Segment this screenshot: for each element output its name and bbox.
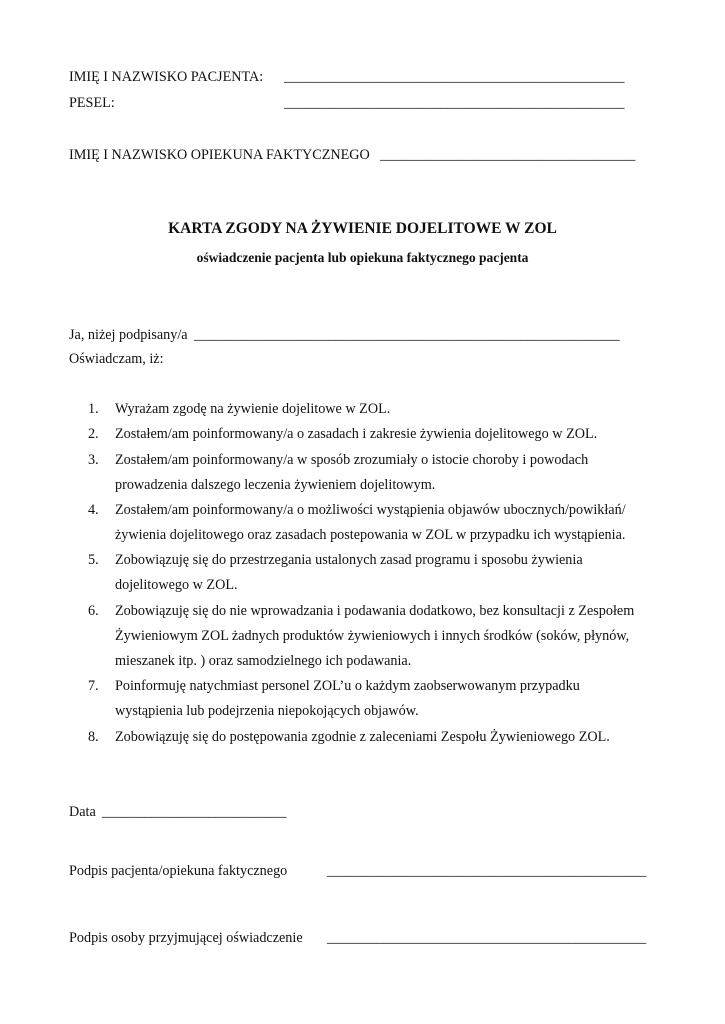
list-item (88, 422, 688, 448)
pesel-label: PESEL: (69, 95, 115, 111)
patient-signature-label: Podpis pacjenta/opiekuna faktycznego (69, 863, 288, 879)
list-item-number: 2. (88, 426, 99, 442)
list-item (88, 498, 688, 549)
list-item (88, 548, 688, 599)
patient-name-field[interactable]: ________________________________________________ (284, 69, 625, 85)
list-item (88, 448, 688, 499)
signer-name-field[interactable]: ____________________________________________________________ (194, 327, 620, 343)
guardian-name-label: IMIĘ I NAZWISKO OPIEKUNA FAKTYCZNEGO (69, 147, 370, 163)
receiver-signature-label: Podpis osoby przyjmującej oświadczenie (69, 930, 303, 946)
patient-name-label: IMIĘ I NAZWISKO PACJENTA: (69, 69, 264, 85)
list-item (88, 725, 688, 751)
list-item-text: Zobowiązuję się do przestrzegania ustalonych zasad programu i sposobu żywienia dojelitowego w ZOL. (115, 552, 583, 594)
receiver-signature-field[interactable]: _____________________________________________ (327, 930, 647, 946)
list-item-text: Zobowiązuję się do nie wprowadzania i podawania dodatkowo, bez konsultacji z Zespołem Żywieniowym ZOL żadnych produktów żywieniowych i innych środków (soków, płynów, mieszanek itp. ) oraz samodzielnego ich podawania. (115, 603, 635, 670)
list-item (88, 674, 688, 725)
list-item-text: Zostałem/am poinformowany/a w sposób zrozumiały o istocie choroby i powodach prowadzenia dalszego leczenia żywieniem dojelitowym. (115, 452, 589, 494)
list-item-number: 8. (88, 729, 99, 745)
list-item-number: 5. (88, 552, 99, 568)
date-label: Data (69, 804, 96, 820)
list-item (88, 397, 688, 423)
list-item (88, 599, 688, 675)
list-item-text: Zostałem/am poinformowany/a o możliwości wystąpienia objawów ubocznych/powikłań/ żywienia dojelitowego oraz zasadach postepowania w ZOL w przypadku ich wystąpienia. (115, 502, 626, 544)
list-item-text: Zobowiązuję się do postępowania zgodnie z zaleceniami Zespołu Żywieniowego ZOL. (115, 729, 610, 745)
list-item-number: 3. (88, 452, 99, 468)
list-item-text: Zostałem/am poinformowany/a o zasadach i zakresie żywienia dojelitowego w ZOL. (115, 426, 598, 442)
document-title: KARTA ZGODY NA ŻYWIENIE DOJELITOWE W ZOL (168, 220, 557, 237)
list-item-text: Poinformuję natychmiast personel ZOL’u o każdym zaobserwowanym przypadku wystąpienia lub podejrzenia niepokojących objawów. (115, 678, 580, 720)
guardian-name-field[interactable]: ____________________________________ (380, 147, 636, 163)
list-item-number: 7. (88, 678, 99, 694)
list-item-number: 1. (88, 401, 99, 417)
pesel-field[interactable]: ________________________________________________ (284, 95, 625, 111)
signer-label: Ja, niżej podpisany/a (69, 327, 188, 343)
list-item-number: 4. (88, 502, 99, 518)
declare-label: Oświadczam, iż: (69, 351, 164, 367)
date-field[interactable]: __________________________ (102, 804, 287, 820)
list-item-text: Wyrażam zgodę na żywienie dojelitowe w ZOL. (115, 401, 391, 417)
document-subtitle: oświadczenie pacjenta lub opiekuna faktycznego pacjenta (196, 250, 529, 265)
list-item-number: 6. (88, 603, 99, 619)
patient-signature-field[interactable]: _____________________________________________ (327, 863, 647, 879)
